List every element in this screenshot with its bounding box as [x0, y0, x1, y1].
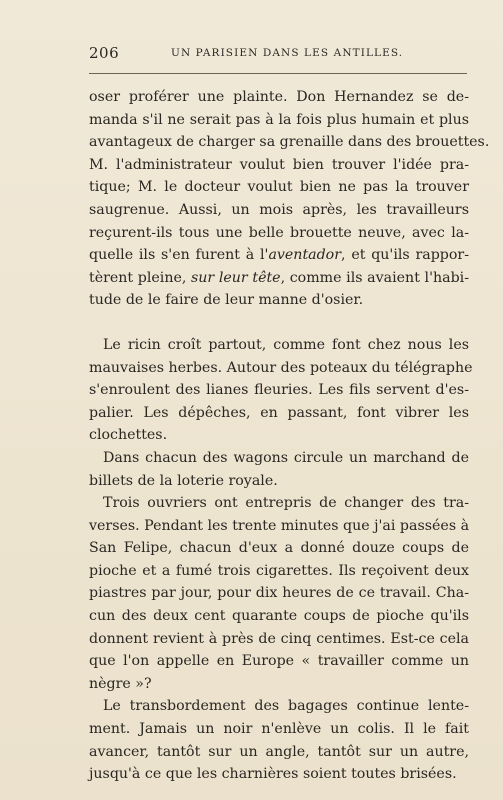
- text-line: piastres par jour, pour dix heures de ce travail. Cha-: [89, 585, 469, 602]
- text-line: oser proférer une plainte. Don Hernandez se de-: [89, 89, 469, 105]
- text-line: Le transbordement des bagages continue lente-: [103, 698, 469, 715]
- text-line: avancer, tantôt sur un angle, tantôt sur un autre,: [89, 743, 469, 760]
- text-line: pioche et a fumé trois cigarettes. Ils reçoivent deux: [89, 562, 469, 579]
- text-line: tude de le faire de leur manne d'osier.: [89, 292, 364, 309]
- text-line: donnent revient à près de cinq centimes. Est-ce cela: [89, 630, 469, 647]
- text-line: verses. Pendant les trente minutes que j'ai passées à: [89, 517, 470, 534]
- text-line: saugrenue. Aussi, un mois après, les travailleurs: [89, 201, 469, 218]
- text-line: [89, 267, 469, 290]
- text-line: tique; M. le docteur voulut bien ne pas la trouver: [89, 179, 469, 196]
- paragraph: [89, 447, 469, 492]
- text-line: que l'on appelle en Europe « travailler comme un: [89, 653, 469, 670]
- paragraph: [89, 86, 490, 312]
- text-line: reçurent-ils tous une belle brouette neuve, avec la-: [89, 224, 469, 241]
- running-title: UN PARISIEN DANS LES ANTILLES.: [171, 47, 404, 59]
- paragraph: [89, 695, 469, 785]
- text-line: billets de la loterie royale.: [89, 472, 278, 489]
- text-line: s'enroulent des lianes fleuries. Les fils servent d'es-: [89, 382, 469, 399]
- header-rule: [89, 73, 467, 74]
- text-line: Le ricin croît partout, comme font chez nous les: [103, 336, 469, 353]
- text-line: avantageux de charger sa grenaille dans des brouettes.: [89, 134, 490, 151]
- italic-phrase: aventador: [268, 247, 342, 264]
- page-number: 206: [89, 44, 120, 62]
- running-head: [89, 44, 467, 64]
- body-text: [89, 86, 490, 786]
- paragraph: [89, 492, 469, 695]
- italic-phrase: sur leur tête: [191, 269, 281, 286]
- text-line: manda s'il ne serait pas à la fois plus humain et plus: [89, 111, 469, 128]
- text-line: [89, 244, 469, 267]
- text-line: cun des deux cent quarante coups de pioche qu'ils: [89, 608, 469, 625]
- text-line: clochettes.: [89, 427, 168, 444]
- section-gap: [89, 312, 469, 334]
- text-line: Trois ouvriers ont entrepris de changer des tra-: [103, 495, 469, 512]
- text-segment: , et qu'ils rappor-: [341, 247, 469, 264]
- text-line: M. l'administrateur voulut bien trouver l'idée pra-: [89, 156, 469, 173]
- text-line: jusqu'à ce que les charnières soient toutes brisées.: [89, 766, 457, 783]
- text-line: nègre »?: [89, 675, 152, 692]
- text-line: Dans chacun des wagons circule un marchand de: [103, 449, 469, 466]
- text-segment: tèrent pleine,: [89, 269, 192, 286]
- paragraph: [89, 334, 473, 447]
- text-line: mauvaises herbes. Autour des poteaux du télégraphe: [89, 359, 473, 376]
- text-segment: quelle ils s'en furent à l': [89, 247, 269, 264]
- text-segment: , comme ils avaient l'habi-: [280, 269, 469, 286]
- text-line: San Felipe, chacun d'eux a donné douze coups de: [89, 540, 469, 557]
- text-line: palier. Les dépêches, en passant, font vibrer les: [89, 404, 469, 421]
- text-line: ment. Jamais un noir n'enlève un colis. Il le fait: [89, 721, 469, 738]
